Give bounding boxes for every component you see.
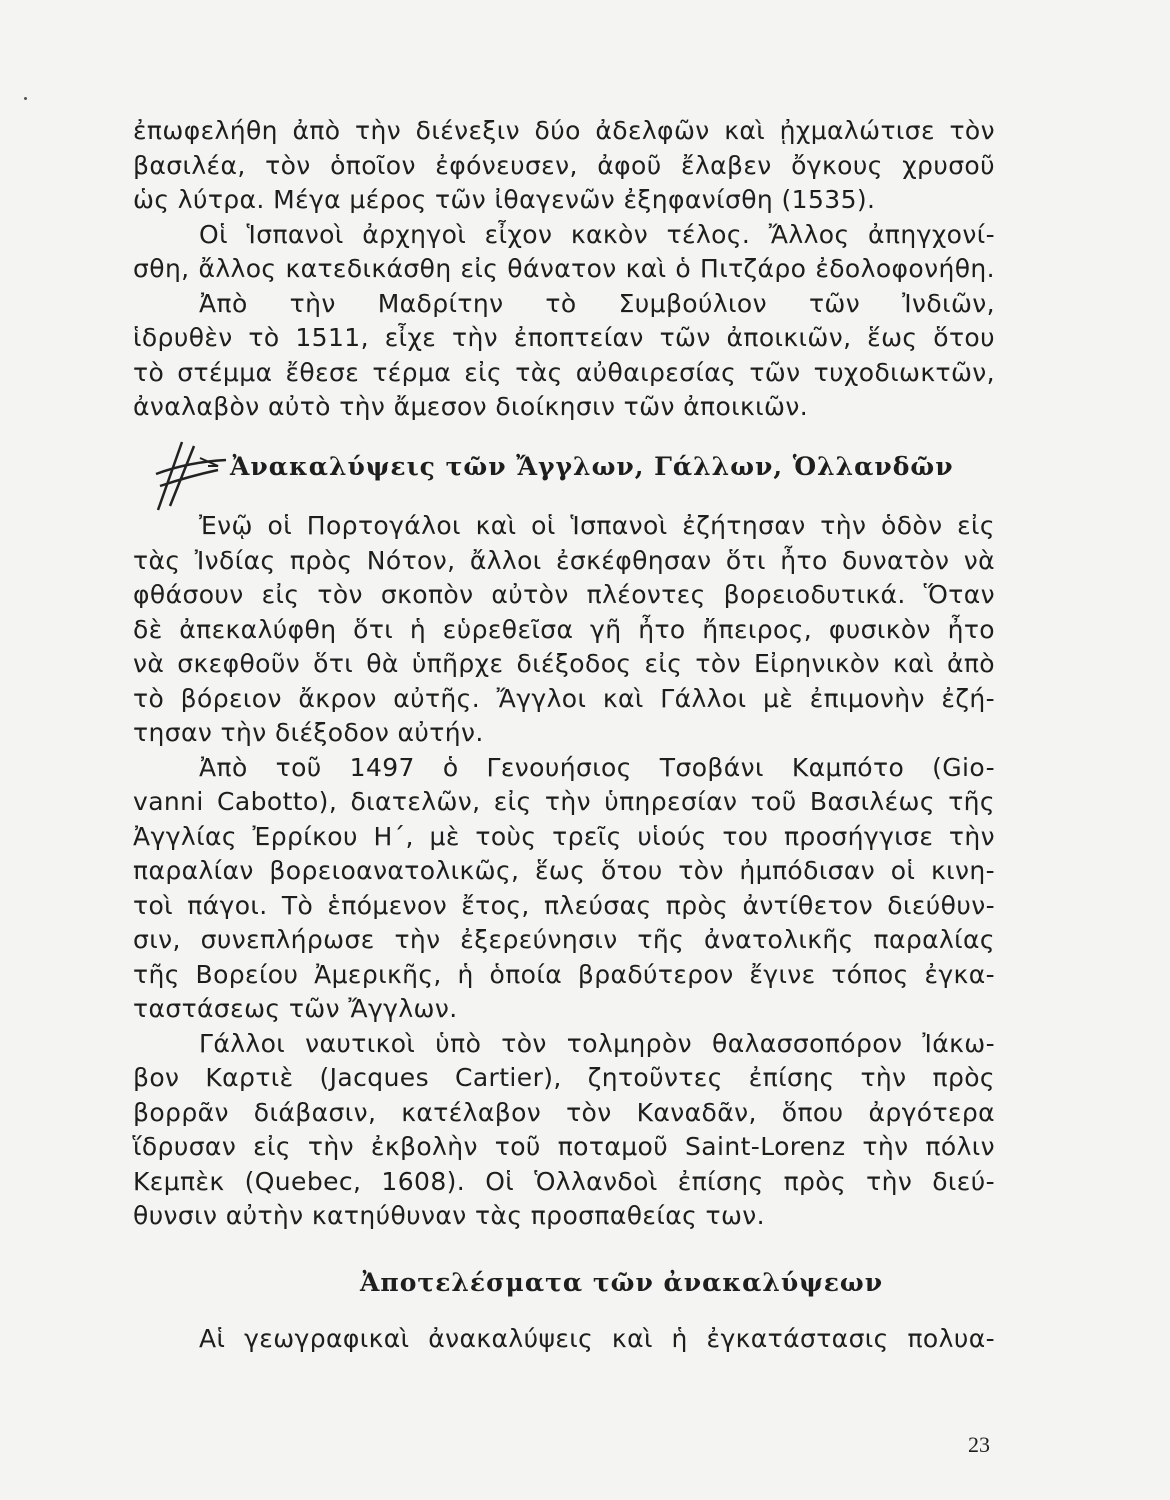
text-line: Γάλλοι ναυτικοὶ ὑπὸ τὸν τολμηρὸν θαλασσοπόρον Ἰάκω- xyxy=(199,1028,995,1058)
section-heading: Ἀνακαλύψεις τῶν Ἄγγλων, Γάλλων, Ὁλλανδῶν xyxy=(230,452,954,481)
text-line: δὲ ἀπεκαλύφθη ὅτι ἡ εὑρεθεῖσα γῆ ἦτο ἤπειρος, φυσικὸν ἦτο xyxy=(133,614,995,644)
paragraph-block-1 xyxy=(133,114,995,425)
page-number: 23 xyxy=(968,1432,990,1457)
handwritten-mark-icon xyxy=(148,436,238,516)
text-line: βασιλέα, τὸν ὁποῖον ἐφόνευσεν, ἀφοῦ ἔλαβεν ὄγκους χρυσοῦ xyxy=(133,150,995,180)
paragraph-block-2 xyxy=(133,509,995,1234)
text-line: σιν, συνεπλήρωσε τὴν ἐξερεύνησιν τῆς ἀνατολικῆς παραλίας xyxy=(133,925,995,954)
text-line: Ἀπὸ τὴν Μαδρίτην τὸ Συμβούλιον τῶν Ἰνδιῶν, xyxy=(199,288,995,318)
text-line: ἱδρυθὲν τὸ 1511, εἶχε τὴν ἐποπτείαν τῶν ἀποικιῶν, ἕως ὅτου xyxy=(133,323,995,352)
text-line: Οἱ Ἱσπανοὶ ἀρχηγοὶ εἶχον κακὸν τέλος. Ἄλλος ἀπηγχονί- xyxy=(199,219,995,249)
text-line: ἵδρυσαν εἰς τὴν ἐκβολὴν τοῦ ποταμοῦ Saint-Lorenz τὴν πόλιν xyxy=(133,1132,995,1161)
paragraph-block-3 xyxy=(133,1322,995,1357)
text-line: Ἐνῷ οἱ Πορτογάλοι καὶ οἱ Ἱσπανοὶ ἐζήτησαν τὴν ὁδὸν εἰς xyxy=(199,511,995,540)
text-line: Κεμπὲκ (Quebec, 1608). Οἱ Ὁλλανδοὶ ἐπίσης πρὸς τὴν διεύ- xyxy=(133,1166,995,1196)
text-line: τησαν τὴν διέξοδον αὐτήν. xyxy=(133,718,484,747)
text-line: βορρᾶν διάβασιν, κατέλαβον τὸν Καναδᾶν, ὅπου ἀργότερα xyxy=(133,1097,995,1127)
text-line: θυνσιν αὐτὴν κατηύθυναν τὰς προσπαθείας των. xyxy=(133,1201,765,1230)
text-line: τὸ στέμμα ἔθεσε τέρμα εἰς τὰς αὐθαιρεσίας τῶν τυχοδιωκτῶν, xyxy=(133,357,995,387)
text-line: Αἱ γεωγραφικαὶ ἀνακαλύψεις καὶ ἡ ἐγκατάστασις πολυα- xyxy=(199,1324,995,1353)
text-line: τὰς Ἰνδίας πρὸς Νότον, ἄλλοι ἐσκέφθησαν ὅτι ἦτο δυνατὸν νὰ xyxy=(133,545,995,575)
text-line: τοὶ πάγοι. Τὸ ἑπόμενον ἔτος, πλεύσας πρὸς ἀντίθετον διεύθυν- xyxy=(133,890,995,920)
text-line: σθη, ἄλλος κατεδικάσθη εἰς θάνατον καὶ ὁ Πιτζάρο ἐδολοφονήθη. xyxy=(133,254,995,283)
text-line: vanni Cabotto), διατελῶν, εἰς τὴν ὑπηρεσίαν τοῦ Βασιλέως τῆς xyxy=(133,787,995,816)
text-line: νὰ σκεφθοῦν ὅτι θὰ ὑπῆρχε διέξοδος εἰς τὸν Εἰρηνικὸν καὶ ἀπὸ xyxy=(133,649,995,678)
text-line: ὡς λύτρα. Μέγα μέρος τῶν ἰθαγενῶν ἐξηφανίσθη (1535). xyxy=(133,185,876,214)
text-line: ἀναλαβὸν αὐτὸ τὴν ἄμεσον διοίκησιν τῶν ἀποικιῶν. xyxy=(133,392,809,421)
text-line: Ἀγγλίας Ἐρρίκου Η΄, μὲ τοὺς τρεῖς υἱούς του προσήγγισε τὴν xyxy=(133,821,995,851)
text-line: φθάσουν εἰς τὸν σκοπὸν αὐτὸν πλέοντες βορειοδυτικά. Ὅταν xyxy=(133,580,995,609)
speck xyxy=(24,97,27,100)
text-line: παραλίαν βορειοανατολικῶς, ἕως ὅτου τὸν ἠμπόδισαν οἱ κινη- xyxy=(133,856,995,885)
text-line: τῆς Βορείου Ἀμερικῆς, ἡ ὁποία βραδύτερον ἔγινε τόπος ἐγκα- xyxy=(133,959,995,989)
text-line: ταστάσεως τῶν Ἄγγλων. xyxy=(133,994,458,1023)
text-line: τὸ βόρειον ἄκρον αὐτῆς. Ἄγγλοι καὶ Γάλλοι μὲ ἐπιμονὴν ἐζή- xyxy=(133,683,995,713)
text-line: βον Καρτιὲ (Jacques Cartier), ζητοῦντες ἐπίσης τὴν πρὸς xyxy=(133,1063,995,1092)
text-line: Ἀπὸ τοῦ 1497 ὁ Γενουήσιος Τσοβάνι Καμπότο (Gio- xyxy=(199,752,995,782)
text-line: ἐπωφελήθη ἀπὸ τὴν διένεξιν δύο ἀδελφῶν καὶ ᾐχμαλώτισε τὸν xyxy=(133,116,995,145)
section-heading: Ἀποτελέσματα τῶν ἀνακαλύψεων xyxy=(360,1268,884,1297)
